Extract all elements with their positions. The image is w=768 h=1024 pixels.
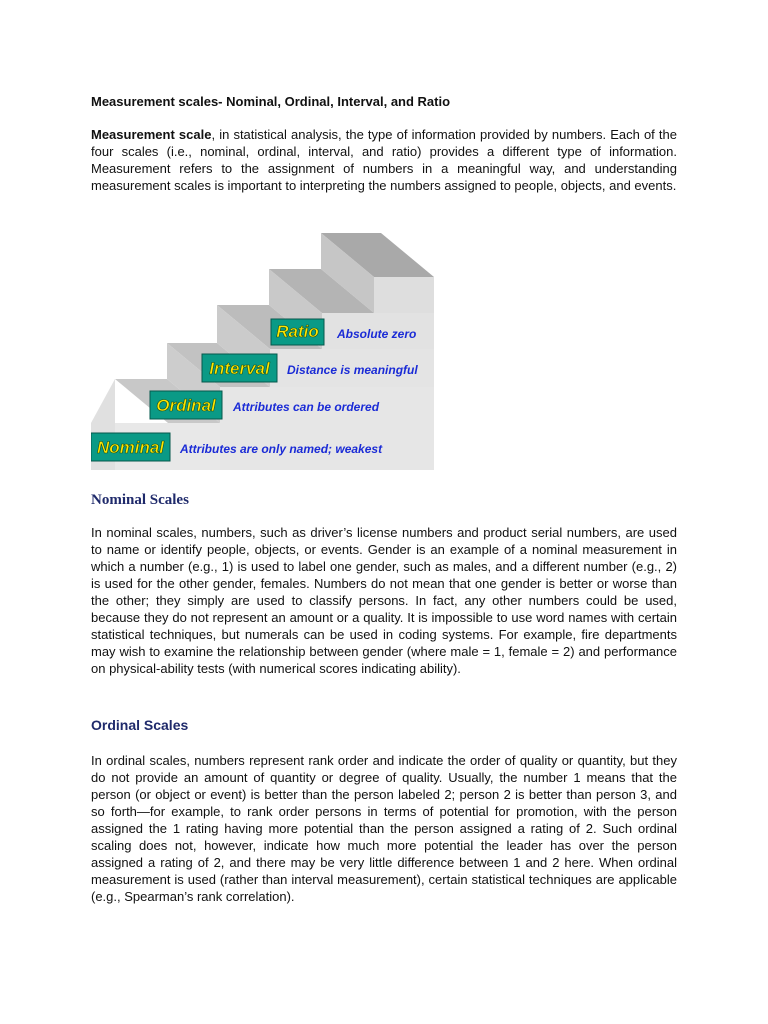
ordinal-scales-heading: Ordinal Scales <box>91 717 189 733</box>
nominal-label: Nominal <box>96 438 165 457</box>
ratio-description: Absolute zero <box>337 327 417 341</box>
measurement-scales-staircase-figure <box>91 229 434 470</box>
ratio-label: Ratio <box>276 322 319 341</box>
nominal-scales-heading: Nominal Scales <box>91 492 189 508</box>
intro-paragraph <box>91 126 677 194</box>
intro-term: Measurement scale <box>91 127 212 142</box>
intro-text: , in statistical analysis, the type of information provided by numbers. Each of the four scales (i.e., nominal, ordinal, interval, and ratio) provides a different type of information. Measurement refers to the assignment of numbers in a meaningful way, and understanding measurement scales is important to interpreting the numbers assigned to people, objects, and events. <box>91 127 677 193</box>
interval-label: Interval <box>209 359 270 378</box>
interval-description: Distance is meaningful <box>287 363 418 377</box>
staircase-diagram <box>91 229 434 470</box>
ordinal-scales-paragraph: In ordinal scales, numbers represent rank order and indicate the order of quality or quantity, but they do not provide an amount of quantity or degree of quality. Usually, the number 1 means that the person (or object or event) is better than the person labeled 2; person 2 is better than person 3, and so forth—for example, to rank order persons in terms of potential for promotion, with the person assigned the 1 rating having more potential than the person assigned a rating of 2. Such ordinal scaling does not, however, indicate how much more potential the leader has over the person assigned a rating of 2, and there may be very little difference between 1 and 2 here. When ordinal measurement is used (rather than interval measurement), certain statistical techniques are applicable (e.g., Spearman’s rank correlation). <box>91 753 677 904</box>
ordinal-description: Attributes can be ordered <box>233 400 380 414</box>
nominal-description: Attributes are only named; weakest <box>180 442 383 456</box>
nominal-scales-paragraph: In nominal scales, numbers, such as driver’s license numbers and product serial numbers, are used to name or identify people, objects, or events. Gender is an example of a nominal measurement in which a number (e.g., 1) is used to label one gender, such as males, and a different number (e.g., 2) is used for the other gender, females. Numbers do not mean that one gender is better or worse than the other; they simply are used to classify persons. In fact, any other numbers could be used, because they do not represent an amount or a quality. It is impossible to use word names with certain statistical techniques, but numerals can be used in coding systems. For example, fire departments may wish to examine the relationship between gender (where male = 1, female = 2) and performance on physical-ability tests (with numerical scores indicating ability). <box>91 525 677 676</box>
ordinal-label: Ordinal <box>156 396 216 415</box>
page-title: Measurement scales- Nominal, Ordinal, Interval, and Ratio <box>91 94 451 109</box>
